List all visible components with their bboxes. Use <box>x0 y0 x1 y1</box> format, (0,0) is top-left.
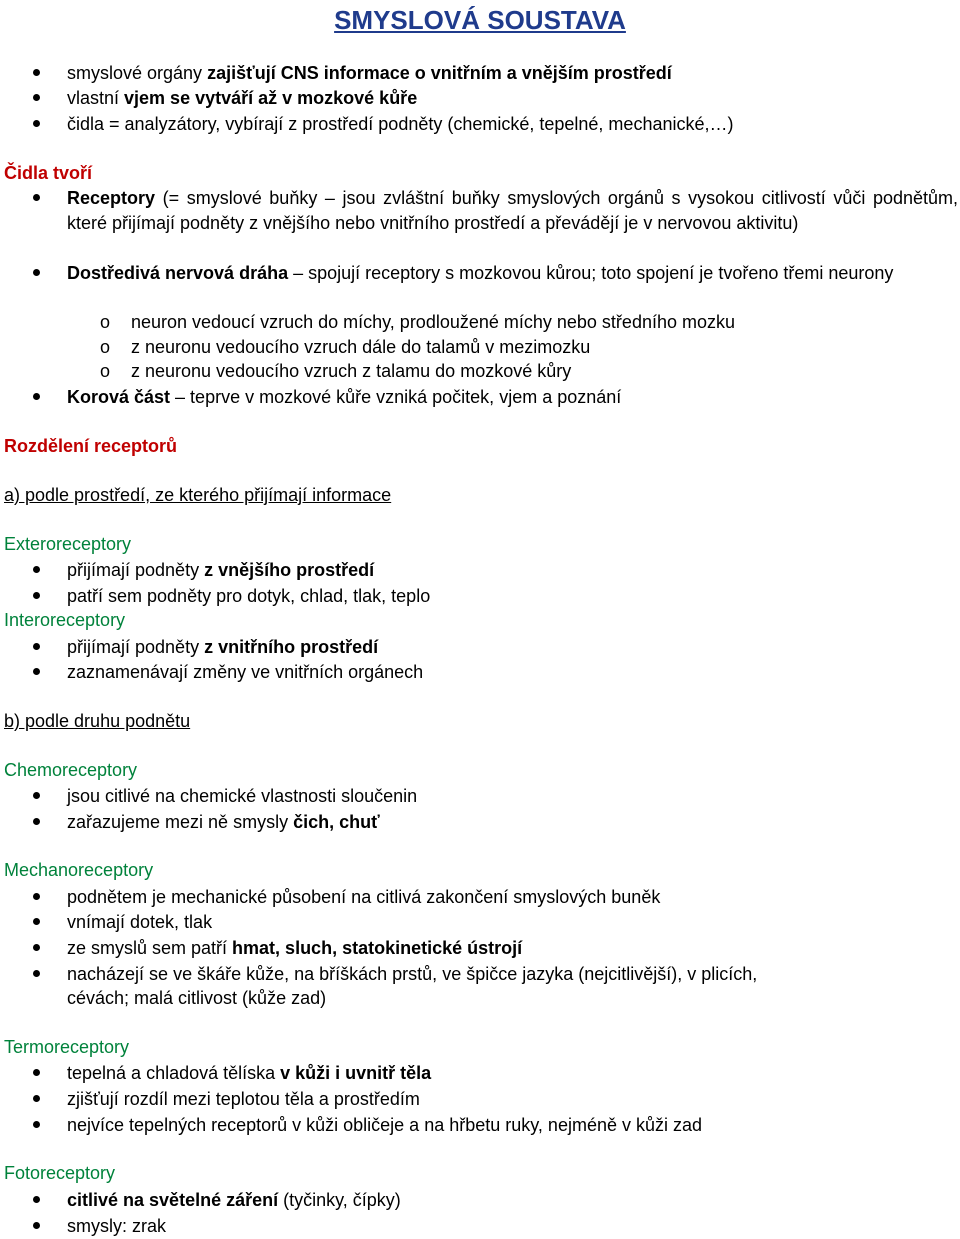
bullet-icon <box>33 1222 40 1229</box>
bullet-icon <box>33 194 40 201</box>
bullet-icon <box>33 94 40 101</box>
sub-bullet-icon: o <box>100 337 111 357</box>
sub-bullet-icon: o <box>100 312 111 332</box>
bullet-icon <box>33 393 40 400</box>
list-item: přijímají podněty z vnitřního prostředí <box>67 637 379 657</box>
bullet-icon <box>33 1095 40 1102</box>
neuron-item: neuron vedoucí vzruch do míchy, prodloužené míchy nebo středního mozku <box>131 312 736 332</box>
list-item: přijímají podněty z vnějšího prostředí <box>67 560 375 580</box>
bullet-icon <box>33 1121 40 1128</box>
bullet-icon <box>33 1069 40 1076</box>
receptory-item: Receptory (= smyslové buňky – jsou zvláštní buňky smyslových orgánů s vysokou citlivostí vůči podnětům, které přijímají podněty z vnějšího nebo vnitřního prostředí a převádějí je v nervovou aktivitu) <box>67 188 958 233</box>
bullet-icon <box>33 592 40 599</box>
list-item: jsou citlivé na chemické vlastnosti sloučenin <box>67 786 418 806</box>
intro-item: smyslové orgány zajišťují CNS informace o vnitřním a vnějším prostředí <box>67 63 672 83</box>
bullet-icon <box>33 668 40 675</box>
list-item: citlivé na světelné záření (tyčinky, čípky) <box>67 1190 401 1210</box>
list-item: smysly: zrak <box>67 1216 166 1236</box>
heading-termoreceptory: Termoreceptory <box>4 1037 130 1057</box>
bullet-icon <box>33 566 40 573</box>
subheading-b: b) podle druhu podnětu <box>4 711 191 731</box>
korova-item: Korová část – teprve v mozkové kůře vzniká počitek, vjem a poznání <box>67 387 622 407</box>
list-item: nejvíce tepelných receptorů v kůži obličeje a na hřbetu ruky, nejméně v kůži zad <box>67 1115 703 1135</box>
section-heading-rozdeleni: Rozdělení receptorů <box>4 436 178 456</box>
bullet-icon <box>33 120 40 127</box>
list-item: vnímají dotek, tlak <box>67 912 213 932</box>
list-item-continuation: cévách; malá citlivost (kůže zad) <box>67 988 327 1008</box>
page-title: SMYSLOVÁ SOUSTAVA <box>334 5 626 35</box>
drahy-item: Dostředivá nervová dráha – spojují receptory s mozkovou kůrou; toto spojení je tvořeno třemi neurony <box>67 263 894 283</box>
neuron-item: z neuronu vedoucího vzruch z talamu do mozkové kůry <box>131 361 572 381</box>
list-item: zařazujeme mezi ně smysly čich, chuť <box>67 812 380 832</box>
list-item: patří sem podněty pro dotyk, chlad, tlak, teplo <box>67 586 431 606</box>
heading-mechanoreceptory: Mechanoreceptory <box>4 860 154 880</box>
intro-item: čidla = analyzátory, vybírají z prostředí podněty (chemické, tepelné, mechanické,…) <box>67 114 734 134</box>
intro-item: vlastní vjem se vytváří až v mozkové kůře <box>67 88 418 108</box>
list-item: podnětem je mechanické působení na citlivá zakončení smyslových buněk <box>67 887 661 907</box>
bullet-icon <box>33 269 40 276</box>
bullet-icon <box>33 918 40 925</box>
list-item: tepelná a chladová tělíska v kůži i uvnitř těla <box>67 1063 432 1083</box>
bullet-icon <box>33 893 40 900</box>
heading-chemoreceptory: Chemoreceptory <box>4 760 138 780</box>
bullet-icon <box>33 792 40 799</box>
heading-interoreceptory: Interoreceptory <box>4 610 126 630</box>
sub-bullet-icon: o <box>100 361 111 381</box>
heading-exteroreceptory: Exteroreceptory <box>4 534 132 554</box>
list-item: zaznamenávají změny ve vnitřních orgánech <box>67 662 424 682</box>
bullet-icon <box>33 970 40 977</box>
bullet-icon <box>33 643 40 650</box>
list-item: zjišťují rozdíl mezi teplotou těla a prostředím <box>67 1089 420 1109</box>
subheading-a: a) podle prostředí, ze kterého přijímají informace <box>4 485 392 505</box>
neuron-item: z neuronu vedoucího vzruch dále do talamů v mezimozku <box>131 337 591 357</box>
bullet-icon <box>33 944 40 951</box>
bullet-icon <box>33 818 40 825</box>
heading-fotoreceptory: Fotoreceptory <box>4 1163 116 1183</box>
section-heading-cidla: Čidla tvoří <box>4 163 93 183</box>
bullet-icon <box>33 69 40 76</box>
list-item: ze smyslů sem patří hmat, sluch, statokinetické ústrojí <box>67 938 523 958</box>
list-item: nacházejí se ve škáře kůže, na bříškách prstů, ve špičce jazyka (nejcitlivější), v plicích, <box>67 964 758 984</box>
bullet-icon <box>33 1196 40 1203</box>
